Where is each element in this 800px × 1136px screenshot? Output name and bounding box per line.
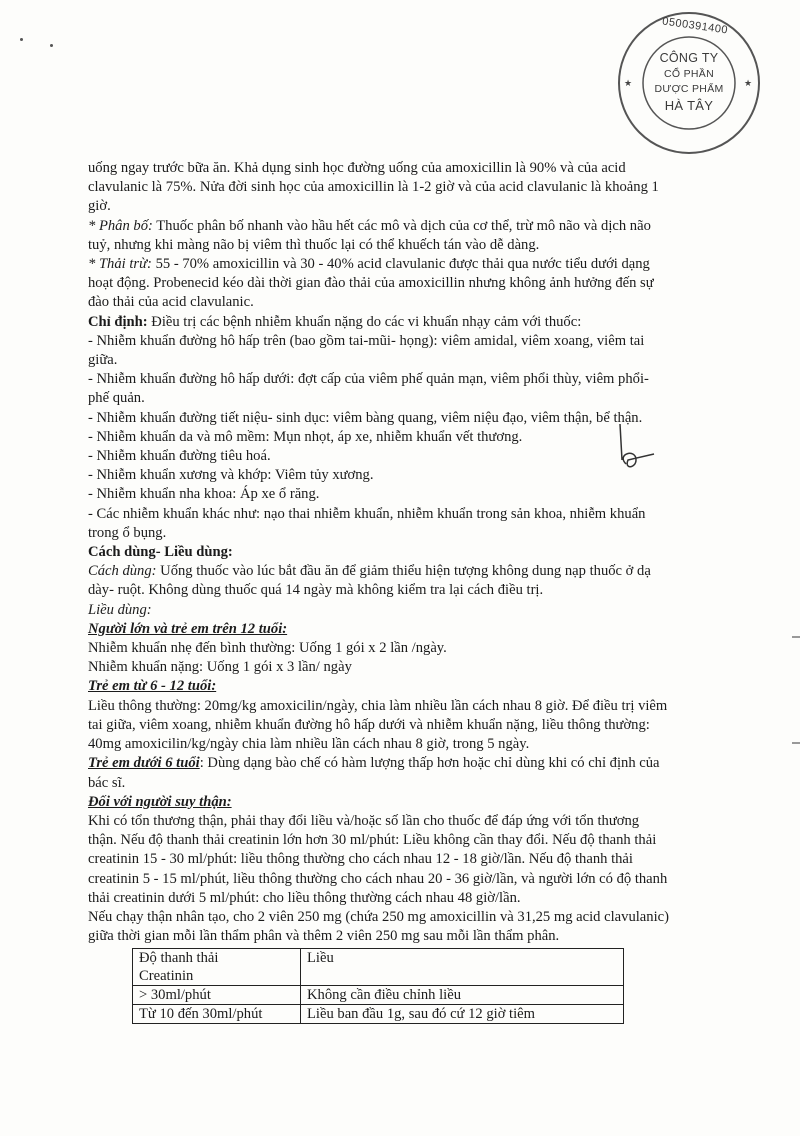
usage-line: bác sĩ. <box>88 774 126 791</box>
indication-item: - Nhiễm khuẩn xương và khớp: Viêm tủy xương. <box>88 467 374 484</box>
usage-title: Cách dùng- Liều dùng: <box>88 544 233 561</box>
svg-text:★: ★ <box>744 78 753 88</box>
scan-edge-mark <box>792 636 800 638</box>
svg-text:★: ★ <box>624 78 633 88</box>
indication-item: trong ổ bụng. <box>88 524 167 541</box>
scan-speck <box>50 44 53 47</box>
distribution-text: Thuốc phân bố nhanh vào hầu hết các mô và dịch của cơ thể, trừ mô não và dịch não <box>152 217 651 234</box>
dialysis-line: Nếu chạy thận nhân tạo, cho 2 viên 250 mg (chứa 250 mg amoxicillin và 31,25 mg acid clavulanic) <box>88 908 669 925</box>
indications-intro: Điều trị các bệnh nhiễm khuẩn nặng do các vi khuẩn nhạy cảm với thuốc: <box>147 313 582 330</box>
renal-line: thận. Nếu độ thanh thải creatinin lớn hơn 30 ml/phút: Liều không cần thay đổi. Nếu độ thanh thải <box>88 832 657 849</box>
elimination-paragraph <box>88 255 768 274</box>
distribution-paragraph <box>88 217 768 236</box>
scan-edge-mark <box>792 742 800 744</box>
adult-dose-line: Nhiễm khuẩn nặng: Uống 1 gói x 3 lần/ ngày <box>88 659 352 676</box>
indication-item: - Nhiễm khuẩn da và mô mềm: Mụn nhọt, áp xe, nhiễm khuẩn vết thương. <box>88 428 523 445</box>
table-header-row <box>133 949 624 986</box>
pk-line: đào thải của acid clavulanic. <box>88 294 254 311</box>
table-header-clearance-line: Độ thanh thải <box>139 950 219 966</box>
renal-line: creatinin 15 - 30 ml/phút: liều thông thường cho cách nhau 12 - 18 giờ/lần. Nếu độ thanh thải <box>88 851 633 868</box>
indications-heading <box>88 313 768 332</box>
stamp-line-3: DƯỢC PHẨM <box>654 83 724 95</box>
pk-line: tuỷ, nhưng khi màng não bị viêm thì thuốc lại có thể khuếch tán vào dễ dàng. <box>88 236 540 253</box>
pk-line: clavulanic là 75%. Nửa đời sinh học của amoxicillin là 1-2 giờ và của acid clavulanic là khoảng 1 <box>88 179 659 196</box>
renal-line: Khi có tổn thương thận, phải thay đổi liều và/hoặc số lần cho thuốc để đáp ứng với tổn thương <box>88 812 640 829</box>
indication-item: giữa. <box>88 352 118 369</box>
adult-dose-line: Nhiễm khuẩn nhẹ đến bình thường: Uống 1 gói x 2 lần /ngày. <box>88 640 447 657</box>
table-header-clearance <box>133 949 301 986</box>
renal-line: creatinin 5 - 15 ml/phút, liều thông thường cho cách nhau 20 - 36 giờ/lần, và người lớn có độ thanh <box>88 870 668 887</box>
indication-item: - Các nhiễm khuẩn khác như: nạo thai nhiễm khuẩn, nhiễm khuẩn trong sản khoa, nhiễm khuẩn <box>88 505 646 522</box>
dialysis-line: giữa thời gian mỗi lần thẩm phân và thêm 2 viên 250 mg sau mỗi lần thẩm phân. <box>88 928 560 945</box>
pk-line: hoạt động. Probenecid kéo dài thời gian đào thải của amoxicillin nhưng không ảnh hưởng đến sự <box>88 275 654 292</box>
table-cell-dose: Không cần điều chỉnh liều <box>301 986 624 1005</box>
scan-speck <box>20 38 23 41</box>
stamp-line-1: CÔNG TY <box>659 51 719 65</box>
elimination-text: 55 - 70% amoxicillin và 30 - 40% acid clavulanic được thải qua nước tiểu dưới dạng <box>151 256 650 273</box>
company-stamp <box>614 8 764 158</box>
under6-label: Trẻ em dưới 6 tuổi <box>88 755 200 772</box>
document-body <box>88 159 768 946</box>
table-header-clearance-line: Creatinin <box>139 968 194 984</box>
table-header-dose: Liều <box>301 949 624 986</box>
table-cell-dose: Liều ban đầu 1g, sau đó cứ 12 giờ tiêm <box>301 1005 624 1024</box>
stamp-line-4: HÀ TÂY <box>664 98 714 113</box>
indication-item: - Nhiễm khuẩn đường tiết niệu- sinh dục: viêm bàng quang, viêm niệu đạo, viêm thận, bể thận. <box>88 409 643 426</box>
indication-item: - Nhiễm khuẩn đường hô hấp trên (bao gồm tai-mũi- họng): viêm amidal, viêm xoang, viêm tai <box>88 332 645 349</box>
renal-dose-table <box>132 948 624 1024</box>
under6-text: : Dùng dạng bào chế có hàm lượng thấp hơn hoặc chỉ dùng khi có chỉ định của <box>199 755 660 772</box>
renal-line: thải creatinin dưới 5 ml/phút: cho liều thông thường cách nhau 48 giờ/lần. <box>88 889 521 906</box>
under6-paragraph <box>88 754 768 773</box>
how-to-use-label: Cách dùng: <box>88 563 157 580</box>
indication-item: phế quản. <box>88 390 145 407</box>
child-dose-line: 40mg amoxicilin/kg/ngày chia làm nhiều lần cách nhau 8 giờ, trong 5 ngày. <box>88 736 530 753</box>
usage-line: dày- ruột. Không dùng thuốc quá 14 ngày mà không kiểm tra lại cách điều trị. <box>88 582 544 599</box>
pk-line: uống ngay trước bữa ăn. Khả dụng sinh học đường uống của amoxicillin là 90% và của acid <box>88 160 626 176</box>
stamp-code: 0500391400 <box>661 15 729 37</box>
table-row <box>133 1005 624 1024</box>
table-row <box>133 986 624 1005</box>
indication-item: - Nhiễm khuẩn đường tiêu hoá. <box>88 448 271 465</box>
distribution-label: * Phân bố: <box>88 217 153 234</box>
table-cell-clearance: > 30ml/phút <box>133 986 301 1005</box>
stamp-line-2: CỔ PHẦN <box>664 68 714 80</box>
elimination-label: * Thải trừ: <box>88 256 152 273</box>
dosage-label: Liều dùng: <box>88 601 152 618</box>
table-cell-clearance: Từ 10 đến 30ml/phút <box>133 1005 301 1024</box>
child-dose-line: Liều thông thường: 20mg/kg amoxicilin/ngày, chia làm nhiều lần cách nhau 8 giờ. Để điều trị viêm <box>88 697 668 714</box>
indications-title: Chỉ định: <box>88 313 148 330</box>
indication-item: - Nhiễm khuẩn đường hô hấp dưới: đợt cấp của viêm phế quản mạn, viêm phổi thùy, viêm phổi- <box>88 371 649 388</box>
indication-item: - Nhiễm khuẩn nha khoa: Áp xe ổ răng. <box>88 486 320 503</box>
how-to-use-text: Uống thuốc vào lúc bắt đầu ăn để giảm thiểu hiện tượng không dung nạp thuốc ở dạ <box>156 563 651 580</box>
adult-heading: Người lớn và trẻ em trên 12 tuổi: <box>88 620 288 637</box>
renal-heading: Đối với người suy thận: <box>88 793 232 810</box>
pk-line: giờ. <box>88 198 111 215</box>
child-heading: Trẻ em từ 6 - 12 tuổi: <box>88 678 217 695</box>
how-to-use-paragraph <box>88 562 768 581</box>
child-dose-line: tai giữa, viêm xoang, nhiễm khuẩn đường hô hấp dưới và nhiễm khuẩn nặng, liều thông thường: <box>88 716 650 733</box>
